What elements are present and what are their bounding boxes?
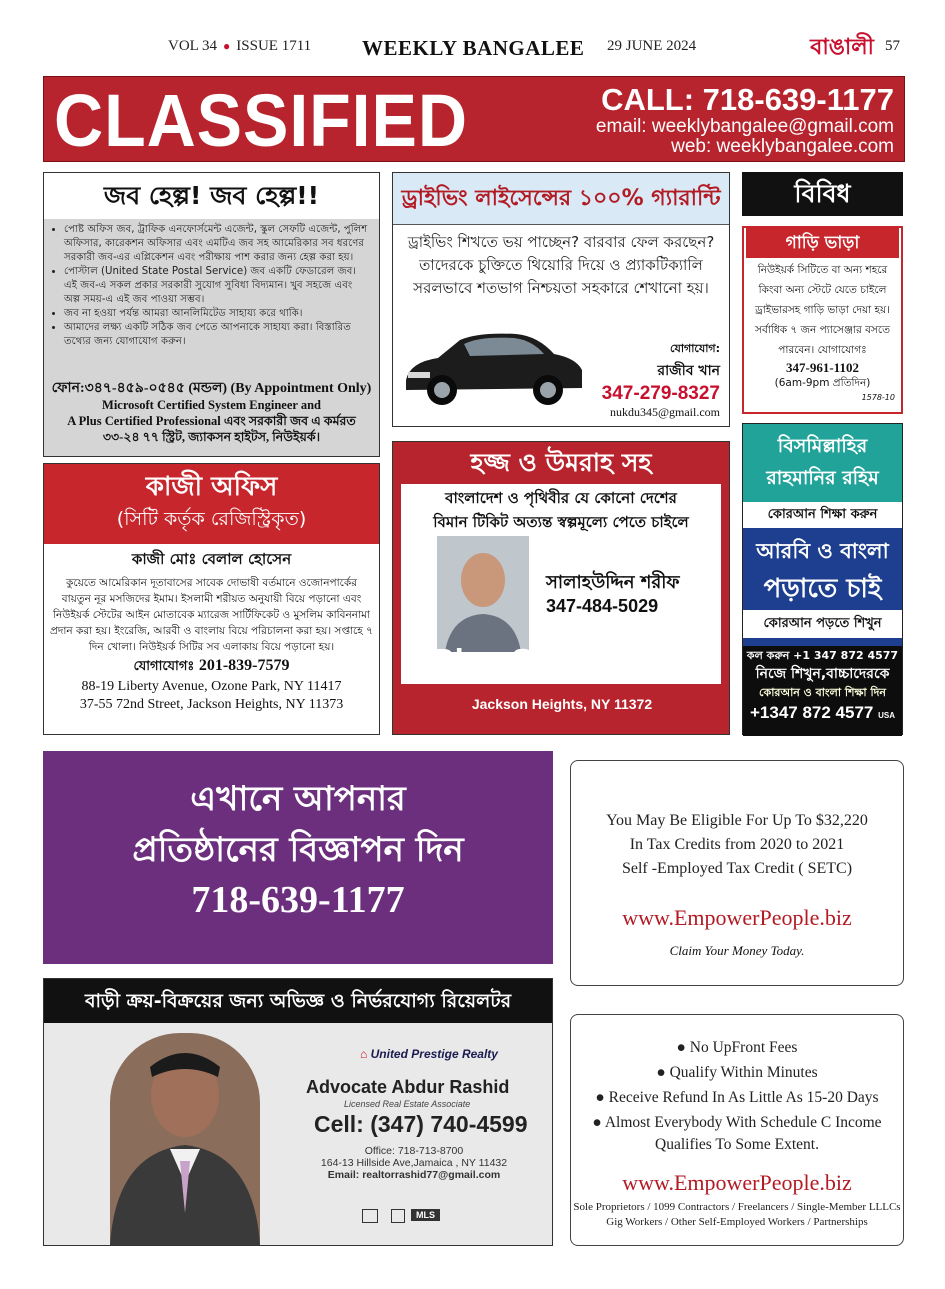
teach-text: পড়াতে চাই [763,574,882,604]
realtor-badges [362,1209,440,1223]
tax-line-1: You May Be Eligible For Up To $32,220 [606,812,868,829]
agent-phone: 347-484-5029 [546,596,659,616]
page-number: 57 [885,38,900,54]
misc-section-heading: বিবিধ [742,172,903,216]
realtor-name: Advocate Abdur Rashid [306,1077,510,1097]
quran-teach-line: কোরআন ও বাংলা শিক্ষা দিন [759,686,886,699]
person-icon [110,1033,260,1245]
advertise-here-ad [43,751,553,964]
tax-line-2: In Tax Credits from 2020 to 2021 [629,836,845,853]
realtor-cell: Cell: (347) 740-4599 [314,1111,528,1137]
driving-contact-label: যোগাযোগ: [670,342,720,355]
advert-line-1: এখানে আপনার [190,779,406,819]
agent-name: সালাহউদ্দিন শরীফ [546,572,680,593]
newspaper-logo: বাঙালী [810,35,874,60]
job-help-address: ৩৩-২৪ ৭৭ স্ট্রিট, জ্যাকসন হাইটস, নিউইয়র্ক। [102,430,321,444]
masthead-volume: VOL 34 ● ISSUE 1711 [168,38,312,54]
realtor-address: 164-13 Hillside Ave,Jamaica , NY 11432 [320,1157,508,1169]
driving-heading: ড্রাইভিং লাইসেন্সের ১০০% গ্যারান্টি [393,173,729,225]
masthead-brand: WEEKLY BANGALEE [362,36,585,60]
car-image [398,318,588,413]
banner-call: CALL: 718-639-1177 [601,82,894,117]
bismillah-text: বিসমিল্লাহির রাহমানির রহিম [743,424,902,502]
refund-footer-2: Gig Workers / Other Self-Employed Workers / Partnerships [606,1216,868,1228]
tax-url: www.EmpowerPeople.biz [622,905,852,930]
list-item: ● Almost Everybody With Schedule C Income Qualifies To Some Extent. [592,1114,882,1153]
hajj-line-1: বাংলাদেশ ও পৃথিবীর যে কোনো দেশের [445,489,677,507]
agent-photo [437,536,529,652]
classified-banner [43,76,905,162]
list-item: • পোস্টাল (United State Postal Service) জব একটি ফেডারেল জব। এই জব-এ সকল প্রকার সরকারী সুযোগ সুবিধা বিদ্যমান। খুব সহজে এবং অল্প সময়-এ এই জব পাওয়া সম্ভব। [64,265,371,307]
list-item: • পোষ্ট অফিস জব, ট্রাফিক এনফোর্সমেন্ট এজেন্ট, স্কুল সেফটি এজেন্ট, পুলিশ অফিসার, কারেকশন অফিসার এবং এমটিএ জব সহ আমেরিকার সব ধরণের সরকারী জব-এর এপ্লিকেশন এবং পরীক্ষায় পাশ করার জন্য হেল্প করা হয়। [64,223,371,265]
learn-read-text: কোরআন পড়তে শিখুন [743,610,902,638]
quran-learn-text: কোরআন শিক্ষা করুন [743,502,902,528]
car-rental-hours: (6am-9pm প্রতিদিন) [774,377,871,389]
kazi-office-heading: কাজী অফিস [145,472,278,502]
car-rental-ad [742,226,903,414]
realtor-heading: বাড়ী ক্রয়-বিক্রয়ের জন্য অভিজ্ঞ ও নির্ভরযোগ্য রিয়েলটর [44,979,552,1023]
mls-badge: MLS [411,1209,440,1221]
list-item: • আমাদের লক্ষ্য একটি সঠিক জব পেতে আপনাকে সাহায্য করা। বিস্তারিত তথ্যের জন্য যোগাযোগ করুন। [64,321,371,349]
job-help-ad [43,172,380,457]
advert-line-2: প্রতিষ্ঠানের বিজ্ঞাপন দিন [132,830,464,870]
job-help-cert2: A Plus Certified Professional এবং সরকারী জব এ কর্মরত [67,414,356,428]
kazi-address-1: 88-19 Liberty Avenue, Ozone Park, NY 11417 [81,679,342,694]
kazi-office-ad [43,463,380,735]
quran-self-text: নিজে শিখুন,বাচ্চাদেরকে [755,666,890,682]
list-item: • জব না হওয়া পর্যন্ত আমরা আনলিমিটেড সাহায্য করে থাকি। [64,307,371,321]
kazi-phone: যোগাযোগঃ 201-839-7579 [133,657,290,674]
driving-contact-name: রাজীব খান [657,363,720,379]
realty-brand: ⌂ United Prestige Realty [360,1047,498,1061]
kazi-name: কাজী মোঃ বেলাল হোসেন [131,550,292,568]
kazi-description: কুয়েতে আমেরিকান দূতাবাসের সাবেক দোভাষী বর্তমানে ওজোনপার্কের বায়তুন নূর মসজিদের ইমাম। ইসলামী শরীয়ত অনুযায়ী বিয়ে পড়ানো এবং নিউইয়র্ক স্টেটের আইন মোতাবেক ম্যারেজ সার্টিফিকেট ও মুসলিম কাবিননামা প্রদান করা হয়। ইংরেজি, আরবী ও বাংলায় বিয়ে পরিচালনা করা হয়। সপ্তাহে ৭ দিন খোলা। নিউইয়র্ক সিটির সব এলাকায় বিয়ে পড়ানো হয়। [50,577,373,653]
refund-list [571,1015,903,1156]
tax-claim: Claim Your Money Today. [669,943,805,958]
classified-title: CLASSIFIED [54,79,468,162]
kazi-office-subheading: (সিটি কর্তৃক রেজিস্ট্রিকৃত) [116,508,307,530]
realtor-title: Licensed Real Estate Associate [344,1099,471,1109]
refund-url: www.EmpowerPeople.biz [622,1170,852,1195]
quran-call-text: কল করুন +1 347 872 4577 [746,649,899,662]
ad-code: 1578-10 [861,393,895,402]
tax-credit-text [571,761,903,881]
kazi-address-2: 37-55 72nd Street, Jackson Heights, NY 11373 [79,697,344,712]
driving-contact [580,340,720,420]
list-item: ● No UpFront Fees [676,1039,798,1056]
refund-footer-1: Sole Proprietors / 1099 Contractors / Freelancers / Single-Member LLLCs [573,1201,901,1213]
kazi-office-header [44,464,379,544]
travel-agency-name: Blue Sky Travels [430,642,694,679]
quran-teach-block [743,528,902,646]
tax-line-3: Self -Employed Tax Credit ( SETC) [621,860,853,877]
refund-footer [571,1200,903,1230]
job-help-phone: ফোন:৩৪৭-৪৫৯-০৫৪৫ (মন্ডল) (By Appointment Only) [51,381,372,396]
banner-web: web: weeklybangalee.com [671,136,894,157]
car-rental-description: নিউইয়র্ক সিটিতে বা অন্য শহরে কিংবা অন্য স্টেটে যেতে চাইলে ড্রাইভারসহ গাড়ি ভাড়া দেয়া হয়। সর্বাধিক ৭ জন প্যাসেঞ্জার বসতে পারবেন। যোগাযোগঃ [755,264,890,356]
driving-contact-email: nukdu345@gmail.com [609,405,720,419]
quran-phone: +1347 872 4577 USA [750,703,895,722]
realtor-photo [110,1033,260,1245]
advert-phone: 718-639-1177 [191,879,405,921]
banner-email: email: weeklybangalee@gmail.com [595,116,894,137]
realtor-icon [391,1209,405,1223]
realtor-info [314,1145,514,1181]
person-icon [437,536,529,652]
quran-teaching-ad [742,423,903,735]
house-icon: ⌂ [360,1047,368,1061]
job-help-cert1: Microsoft Certified System Engineer and [102,398,321,412]
hajj-heading: হজ্জ ও উমরাহ সহ [470,448,652,477]
blue-sky-travels-ad [392,441,730,735]
masthead-date: 29 JUNE 2024 [607,38,697,54]
bullet-icon: ● [223,39,231,53]
arabic-bangla-text: আরবি ও বাংলা [756,539,889,563]
refund-ad [570,1014,904,1246]
job-help-list [44,219,379,349]
travel-agency-city: Jackson Heights, NY 11372 [471,696,653,712]
list-item: ● Qualify Within Minutes [656,1064,818,1081]
realtor-office: Office: 718-713-8700 [364,1145,464,1157]
quran-contact-block [743,646,902,736]
equal-housing-icon [362,1209,378,1223]
driving-contact-phone: 347-279-8327 [601,383,720,404]
driving-description: ড্রাইভিং শিখতে ভয় পাচ্ছেন? বারবার ফেল করছেন? তাদেরকে চুক্তিতে থিয়োরি দিয়ে ও প্র্যাকটিক্যালি সরলভাবে শতভাগ নিশ্চয়তা সহকারে শেখানো হয়। [407,233,715,297]
job-help-heading: জব হেল্প! জব হেল্প!! [44,173,379,219]
tax-credit-ad [570,760,904,986]
car-rental-heading: গাড়ি ভাড়া [746,228,899,258]
realtor-ad [43,978,553,1246]
realtor-email: Email: realtorrashid77@gmail.com [327,1169,501,1181]
car-rental-phone: 347-961-1102 [786,360,859,375]
hajj-line-2: বিমান টিকিট অত্যন্ত স্বল্পমূল্যে পেতে চাইলে [433,513,689,531]
list-item: ● Receive Refund In As Little As 15-20 Days [595,1089,879,1106]
job-help-footer [44,377,379,449]
